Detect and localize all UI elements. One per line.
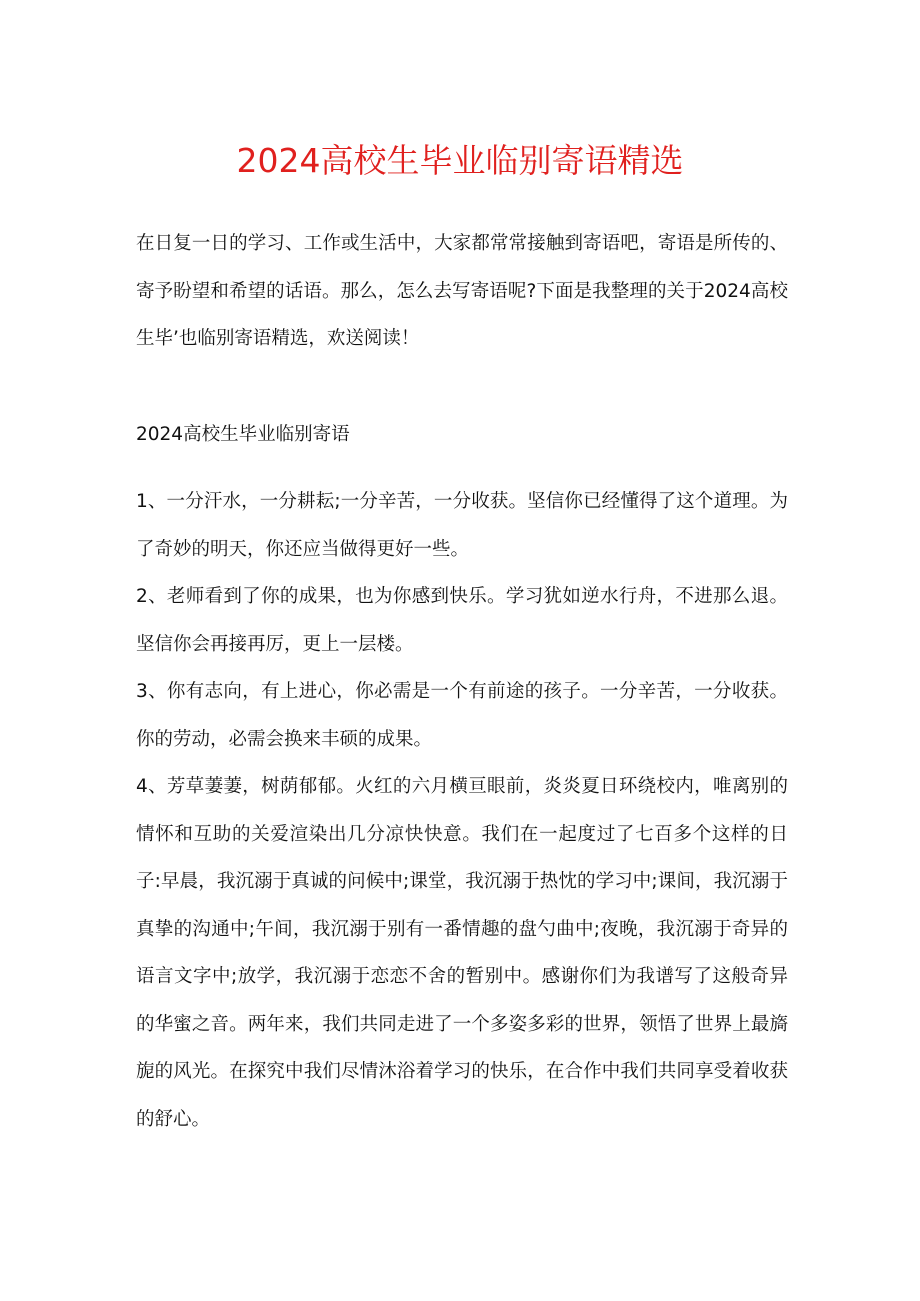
document-title: 2024高校生毕业临别寄语精选 [236, 141, 684, 180]
list-item: 1、一分汗水，一分耕耘;一分辛苦，一分收获。坚信你已经懂得了这个道理。为了奇妙的明天，你还应当做得更好一些。 [136, 491, 788, 560]
intro-paragraph: 在日复一日的学习、工作或生活中，大家都常常接触到寄语吧，寄语是所传的、寄予盼望和希望的话语。那么，怎么去写寄语呢?下面是我整理的关于2024高校生毕’也临别寄语精选，欢送阅读！ [136, 233, 788, 349]
list-item: 3、你有志向，有上进心，你必需是一个有前途的孩子。一分辛苦，一分收获。你的劳动，必需会换来丰硕的成果。 [136, 681, 788, 750]
section-heading: 2024高校生毕业临别寄语 [136, 423, 350, 445]
list-item: 2、老师看到了你的成果，也为你感到快乐。学习犹如逆水行舟，不进那么退。坚信你会再接再厉，更上一层楼。 [136, 586, 788, 655]
document-body [136, 220, 788, 1143]
list-item: 4、芳草萋萋，树荫郁郁。火红的六月横亘眼前，炎炎夏日环绕校内，唯离别的情怀和互助的关爱渲染出几分凉快快意。我们在一起度过了七百多个这样的日子:早晨，我沉溺于真诚的问候中;课堂，我沉溺于热忱的学习中;课间，我沉溺于真挚的沟通中;午间，我沉溺于别有一番情趣的盘勺曲中;夜晚，我沉溺于奇异的语言文字中;放学，我沉溺于恋恋不舍的暂别中。感谢你们为我谱写了这般奇异的华蜜之音。两年来，我们共同走进了一个多姿多彩的世界，领悟了世界上最旖旎的风光。在探究中我们尽情沐浴着学习的快乐，在合作中我们共同享受着收获的舒心。 [136, 776, 788, 1130]
